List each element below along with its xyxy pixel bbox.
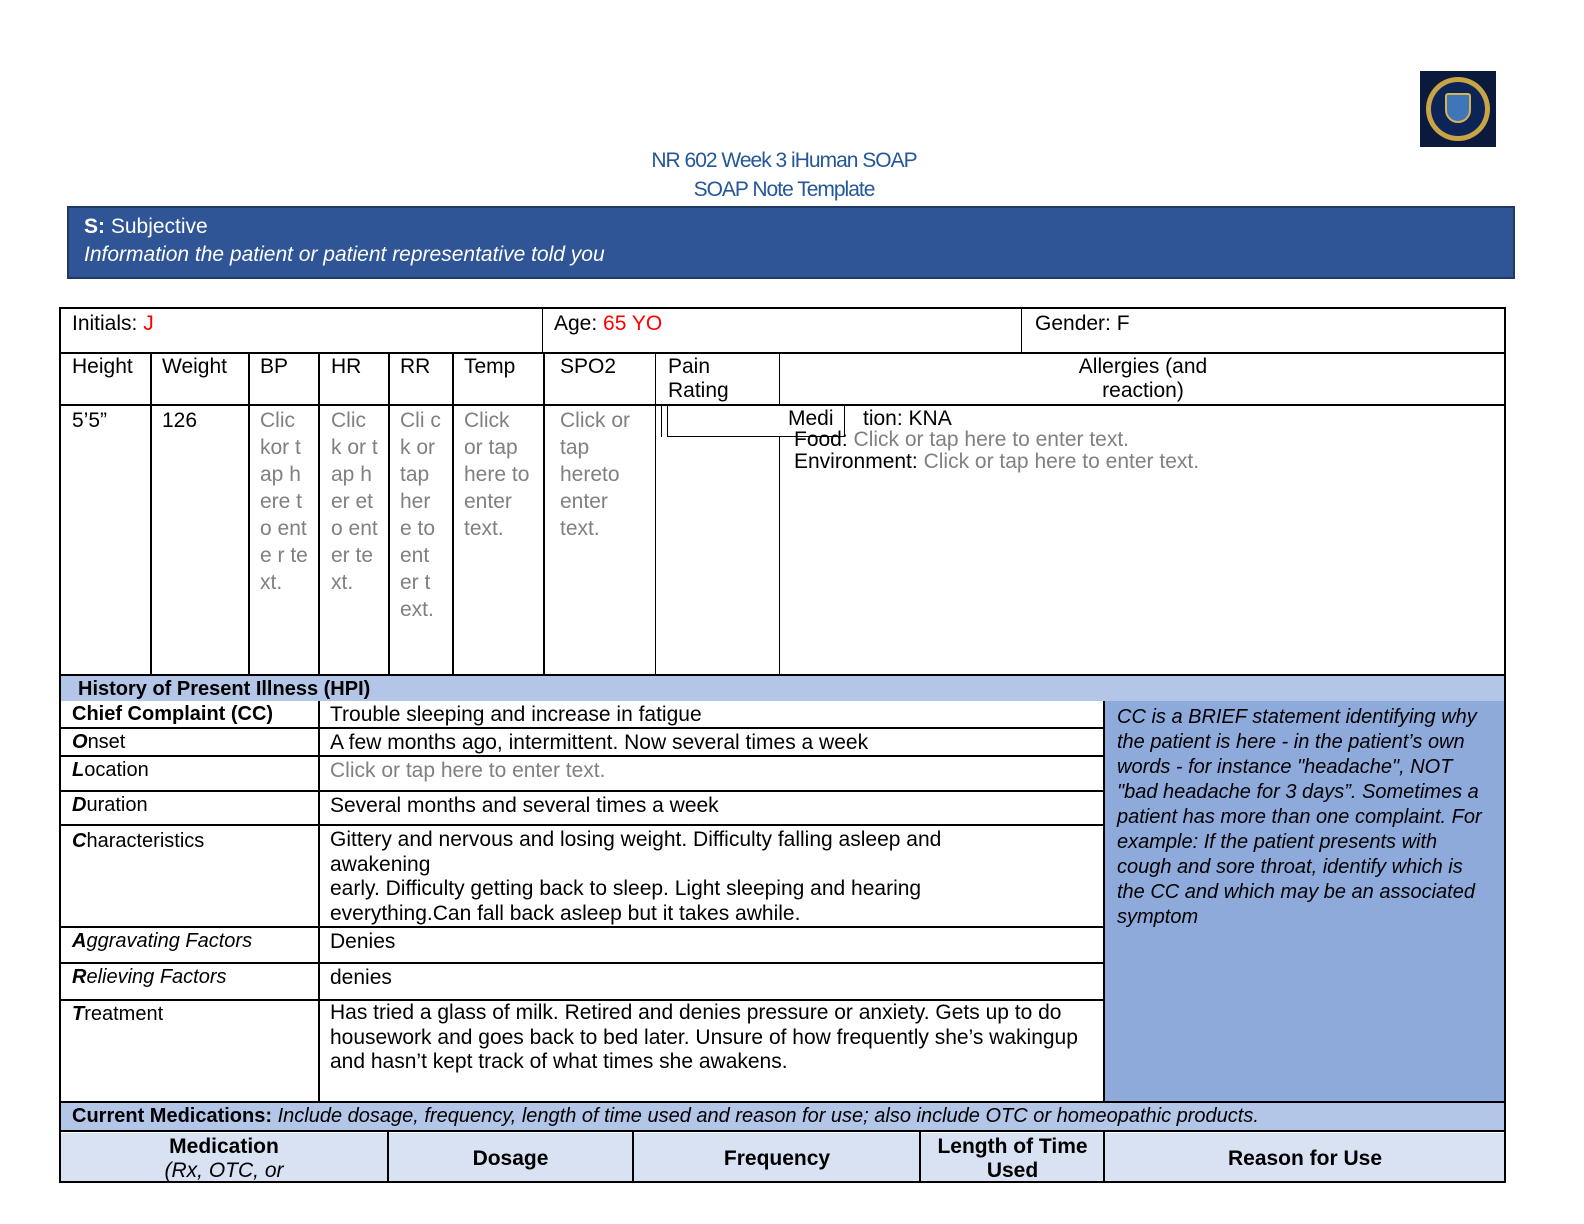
banner-subtitle: Information the patient or patient representative told you: [84, 243, 605, 266]
hpi-label-aggravating: Aggravating Factors: [72, 930, 253, 952]
hr-value[interactable]: Clic k or tap her eto ent er text.: [331, 409, 378, 594]
hpi-label-duration: Duration: [72, 794, 148, 816]
rr-value[interactable]: Cli c k or tap her e to ent er text.: [400, 409, 441, 621]
document-subtitle: SOAP Note Template: [693, 178, 875, 201]
bp-header: BP: [260, 355, 289, 378]
hpi-value-onset[interactable]: A few months ago, intermittent. Now several times a week: [330, 731, 869, 754]
cc-guidance-note: CC is a BRIEF statement identifying why the patient is here - in the patient’s own words - for instance "headache", NOT "bad headache for 3 days”. Sometimes a patient has more than one complaint. For example: If the patient presents with cough and sore throat, identify which is the CC and which may be an associated symptom: [1105, 701, 1505, 1102]
hpi-value-chief-complaint[interactable]: Trouble sleeping and increase in fatigue: [330, 703, 702, 726]
dosage-column-header: Dosage: [472, 1147, 549, 1170]
spo2-value[interactable]: Click or tap hereto enter text.: [560, 409, 631, 540]
banner-label-bold: S:: [84, 215, 105, 238]
allergy-medication-label: Medi: [788, 407, 834, 430]
initials-label: Initials:: [72, 312, 138, 335]
hpi-value-treatment[interactable]: Has tried a glass of milk. Retired and denies pressure or anxiety. Gets up to do housework and goes back to bed later. Unsure of how frequently she’s wakingup and hasn’t kept track of what times she awakens.: [330, 1001, 1078, 1073]
hpi-title: History of Present Illness (HPI): [78, 678, 371, 700]
pain-rating-header: Pain Rating: [668, 355, 729, 402]
initials-field[interactable]: [61, 308, 541, 339]
allergies-value[interactable]: [777, 405, 1497, 476]
hpi-label-characteristics: Characteristics: [72, 830, 205, 852]
hpi-label-chief-complaint: Chief Complaint (CC): [72, 703, 274, 725]
hpi-value-relieving[interactable]: denies: [330, 966, 392, 989]
allergies-header: Allergies (and reaction): [1078, 355, 1208, 402]
frequency-column-header: Frequency: [723, 1147, 831, 1170]
hpi-label-relieving: Relieving Factors: [72, 966, 227, 988]
hpi-label-onset: Onset: [72, 731, 126, 753]
hpi-label-location: Location: [72, 759, 149, 781]
allergy-food-value: Click or tap here to enter text.: [853, 428, 1130, 451]
hpi-value-aggravating[interactable]: Denies: [330, 930, 396, 953]
hpi-label-treatment: Treatment: [72, 1003, 164, 1025]
age-field[interactable]: [543, 308, 1021, 339]
age-value: 65 YO: [603, 312, 663, 335]
weight-header: Weight: [162, 355, 227, 378]
medication-column-header: Medication (Rx, OTC, or: [164, 1135, 284, 1182]
length-column-header: Length of Time Used: [937, 1135, 1088, 1182]
initials-value: J: [143, 312, 154, 335]
bp-value[interactable]: Clic kor tap here to ente r text.: [260, 409, 308, 594]
spo2-header: SPO2: [560, 355, 617, 378]
hpi-value-duration[interactable]: Several months and several times a week: [330, 794, 719, 817]
gender-label: Gender:: [1035, 312, 1111, 335]
hpi-value-characteristics[interactable]: Gittery and nervous and losing weight. Difficulty falling asleep and awakening early. Difficulty getting back to sleep. Light sleeping and hearing everything.Can fall back asleep but it takes awhile.: [330, 828, 942, 925]
height-value[interactable]: 5’5”: [72, 409, 108, 432]
gender-value: F: [1116, 312, 1130, 335]
gender-field[interactable]: [1024, 308, 1504, 339]
reason-column-header: Reason for Use: [1227, 1147, 1383, 1170]
rr-header: RR: [400, 355, 431, 378]
current-medications-label: Current Medications: Include dosage, frequency, length of time used and reason for use; also include OTC or homeopathic products.: [72, 1105, 1259, 1127]
temp-header: Temp: [464, 355, 516, 378]
hpi-value-location[interactable]: Click or tap here to enter text.: [330, 759, 606, 782]
banner-label: Subjective: [110, 215, 208, 238]
allergy-food-label: Food:: [794, 428, 848, 451]
weight-value[interactable]: 126: [162, 409, 198, 432]
allergy-environment-label: Environment:: [794, 450, 918, 473]
height-header: Height: [72, 355, 133, 378]
age-label: Age:: [554, 312, 598, 335]
allergy-environment-value: Click or tap here to enter text.: [923, 450, 1200, 473]
allergy-medication-value: tion: KNA: [863, 407, 952, 430]
document-title: NR 602 Week 3 iHuman SOAP: [651, 149, 917, 172]
hr-header: HR: [331, 355, 362, 378]
temp-value[interactable]: Click or tap here to enter text.: [464, 409, 530, 540]
